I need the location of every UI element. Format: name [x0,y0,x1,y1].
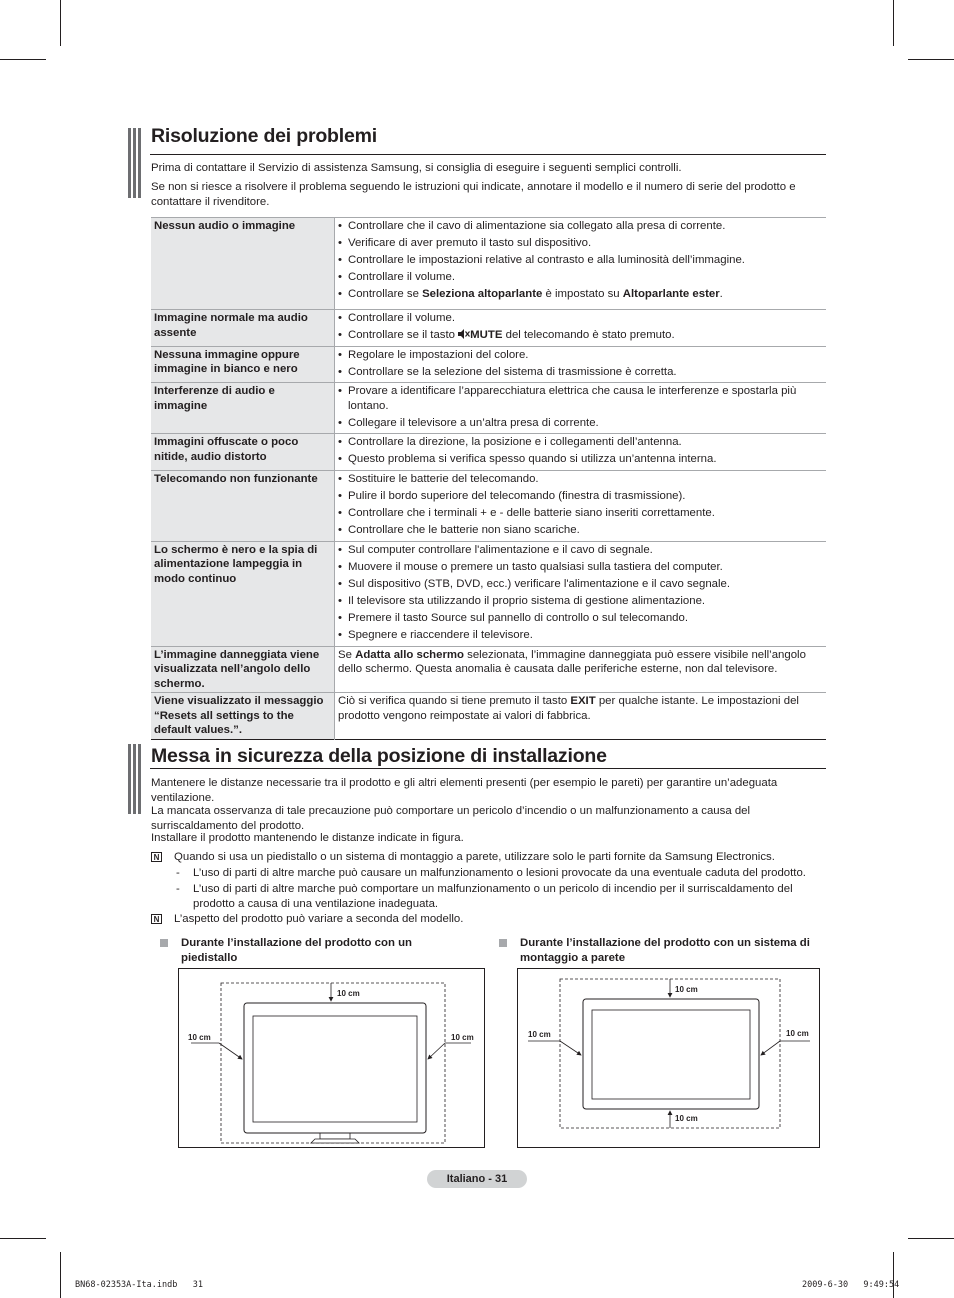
title-rule [150,154,826,155]
list-item: • Collegare il televisore a un’altra presa di corrente. [338,416,823,431]
problem-cell: Immagine normale ma audio assente [151,310,335,347]
table-row [151,693,826,740]
stand-installation-figure [178,968,485,1148]
note-icon: N [151,914,162,924]
list-item: • Controllare che il cavo di alimentazione sia collegato alla presa di corrente. [338,219,823,234]
list-item: • Controllare se la selezione del sistema di trasmissione è corretta. [338,365,823,380]
body-paragraph: Installare il prodotto mantenendo le distanze indicate in figura. [151,832,464,844]
crop-mark [60,1252,61,1298]
section-marker [128,744,142,814]
problem-cell: Nessun audio o immagine [151,218,335,310]
distance-label: 10 cm [675,1114,698,1123]
problem-cell: Lo schermo è nero e la spia di alimentazione lampeggia in modo continuo [151,541,335,646]
solution-cell [335,218,827,310]
table-row [151,346,826,383]
section-title: Messa in sicurezza della posizione di installazione [151,745,607,767]
note [151,850,823,865]
list-item: • Provare a identificare l’apparecchiatura elettrica che causa le interferenze e spostarla più lontano. [338,384,823,413]
table-row [151,470,826,541]
list-item: • Verificare di aver premuto il tasto sul dispositivo. [338,236,823,251]
table-row [151,383,826,434]
list-item: - L’uso di parti di altre marche può causare un malfunzionamento o lesioni provocate da una eventuale caduta del prodotto. [176,867,806,879]
problem-cell: Viene visualizzato il messaggio “Resets all settings to the default values.”. [151,693,335,740]
list-item: • Controllare se Seleziona altoparlante è impostato su Altoparlante ester. [338,287,823,302]
note [151,912,823,927]
crop-mark [0,59,46,60]
table-row [151,434,826,471]
distance-label: 10 cm [786,1029,809,1038]
intro-paragraph: Prima di contattare il Servizio di assistenza Samsung, si consiglia di eseguire i seguenti semplici controlli. [151,162,682,174]
list-item: • Il televisore sta utilizzando il proprio sistema di gestione alimentazione. [338,594,823,609]
problem-cell: Nessuna immagine oppure immagine in bianco e nero [151,346,335,383]
crop-mark [0,1238,46,1239]
table-row [151,310,826,347]
list-item: • Controllare la direzione, la posizione e i collegamenti dell’antenna. [338,435,823,450]
crop-mark [60,0,61,46]
list-item: • Muovere il mouse o premere un tasto qualsiasi sulla tastiera del computer. [338,560,823,575]
solution-cell [335,470,827,541]
list-item: • Regolare le impostazioni del colore. [338,348,823,363]
solution-cell [335,310,827,347]
distance-label: 10 cm [451,1033,474,1042]
figure-caption: Durante l’installazione del prodotto con un sistema di montaggio a parete [520,936,810,965]
list-item: • Controllare che le batterie non siano scariche. [338,523,823,538]
solution-cell [335,383,827,434]
list-item: • Controllare il volume. [338,311,823,326]
distance-label: 10 cm [188,1033,211,1042]
note-icon: N [151,852,162,862]
list-item: • Questo problema si verifica spesso quando si utilizza un’antenna interna. [338,452,823,467]
title-rule [150,768,826,769]
list-item: • Sul computer controllare l'alimentazione e il cavo di segnale. [338,543,823,558]
body-paragraph: La mancata osservanza di tale precauzione può comportare un pericolo d’incendio o un malfunzionamento a causa del surriscaldamento del prodotto. [151,805,751,832]
crop-mark [893,0,894,46]
figure-caption: Durante l’installazione del prodotto con un piedistallo [181,936,461,965]
list-item: • Sul dispositivo (STB, DVD, ecc.) verificare l'alimentazione e il cavo segnale. [338,577,823,592]
mute-icon [458,329,470,339]
table-row [151,541,826,646]
wall-mount-installation-figure [517,968,820,1148]
list-item: • Controllare se il tasto MUTE del telecomando è stato premuto. [338,328,823,343]
solution-cell [335,346,827,383]
crop-mark [908,1238,954,1239]
problem-cell: L’immagine danneggiata viene visualizzata nell’angolo dello schermo. [151,646,335,693]
note-text: Quando si usa un piedistallo o un sistema di montaggio a parete, utilizzare solo le parti fornite da Samsung Electronics. [174,851,775,863]
intro-paragraph: Se non si riesce a risolvere il problema seguendo le istruzioni qui indicate, annotare il modello e il numero di serie del prodotto e contattare il rivenditore. [151,181,796,208]
list-item: • Spegnere e riaccendere il televisore. [338,628,823,643]
body-paragraph: Mantenere le distanze necessarie tra il prodotto e gli altri elementi presenti (per esempio le pareti) per garantire un’adeguata ventilazione. [151,777,778,804]
solution-cell [335,434,827,471]
list-item: • Pulire il bordo superiore del telecomando (finestra di trasmissione). [338,489,823,504]
distance-label: 10 cm [675,985,698,994]
problem-cell: Immagini offuscate o poco nitide, audio distorto [151,434,335,471]
section-title: Risoluzione dei problemi [151,125,377,147]
list-item: • Controllare le impostazioni relative al contrasto e alla luminosità dell’immagine. [338,253,823,268]
distance-label: 10 cm [337,989,360,998]
solution-cell: Se Adatta allo schermo selezionata, l’immagine danneggiata può essere visibile nell’angolo dello schermo. Questa anomalia è causata dalle periferiche esterne, non dal televisore. [335,646,827,693]
list-item: • Controllare il volume. [338,270,823,285]
print-slug-right: 2009-6-30 9:49:54 [802,1280,900,1290]
list-item: • Controllare che i terminali + e - delle batterie siano inseriti correttamente. [338,506,823,521]
section-marker [128,128,142,198]
problem-cell: Interferenze di audio e immagine [151,383,335,434]
solution-cell [335,541,827,646]
print-slug-left: BN68-02353A-Ita.indb 31 [75,1280,203,1290]
troubleshooting-table [151,217,826,740]
note-text: L’aspetto del prodotto può variare a seconda del modello. [174,913,464,925]
solution-cell: Ciò si verifica quando si tiene premuto il tasto EXIT per qualche istante. Le impostazioni del prodotto vengono reimpostate ai valori di fabbrica. [335,693,827,740]
list-item: • Sostituire le batterie del telecomando. [338,472,823,487]
table-row [151,218,826,310]
problem-cell: Telecomando non funzionante [151,470,335,541]
crop-mark [908,59,954,60]
list-item: - L’uso di parti di altre marche può comportare un malfunzionamento o un pericolo di incendio per il surriscaldamento del prodotto a causa di una ventilazione inadeguata. [176,883,793,910]
distance-label: 10 cm [528,1030,551,1039]
page-number: Italiano - 31 [427,1170,527,1188]
crop-mark [893,1252,894,1298]
table-row [151,646,826,693]
list-item: • Premere il tasto Source sul pannello di controllo o sul telecomando. [338,611,823,626]
